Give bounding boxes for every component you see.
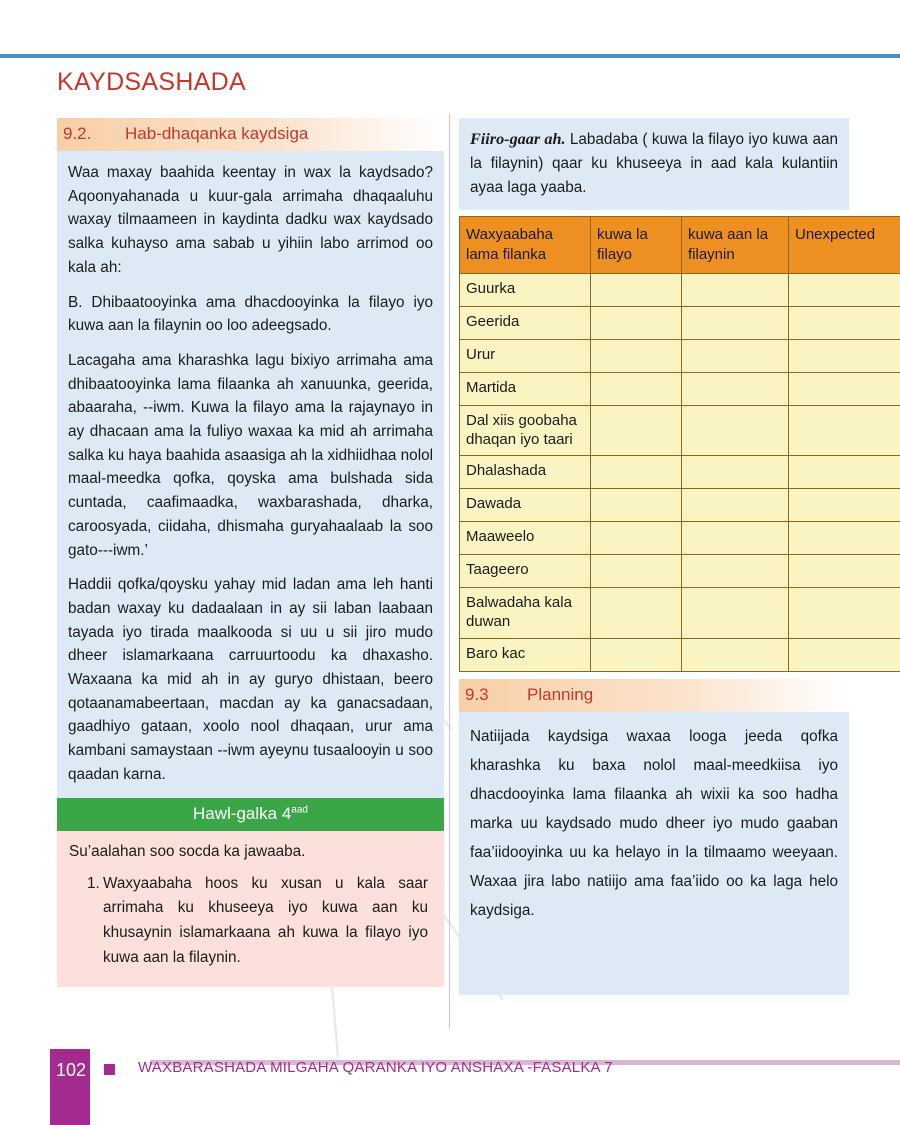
cell-label[interactable]: Dhalashada — [460, 456, 591, 489]
section-title: Hab-dhaqanka kaydsiga — [125, 124, 309, 143]
table-row — [460, 638, 900, 671]
cell-answer[interactable] — [591, 339, 682, 372]
table-row — [460, 555, 900, 588]
cell-answer[interactable] — [682, 405, 789, 455]
section-title: Planning — [527, 684, 594, 704]
activity-banner-label: Hawl-galka 4 — [193, 803, 292, 823]
activity-banner — [57, 798, 444, 831]
table-row — [460, 489, 900, 522]
left-column — [57, 118, 444, 987]
cell-answer[interactable] — [682, 638, 789, 671]
cell-label[interactable]: Balwadaha kala duwan — [460, 588, 591, 638]
table-row — [460, 405, 900, 455]
cell-label[interactable]: Baro kac — [460, 638, 591, 671]
cell-label[interactable]: Guurka — [460, 273, 591, 306]
cell-answer[interactable] — [789, 489, 900, 522]
cell-answer[interactable] — [682, 339, 789, 372]
table-row — [460, 339, 900, 372]
cell-answer[interactable] — [682, 456, 789, 489]
table-row — [460, 372, 900, 405]
cell-label[interactable]: Taageero — [460, 555, 591, 588]
paragraph: Natiijada kaydsiga waxaa looga jeeda qofka kharashka ku baxa nolol maal-meedkiisa iyo dhacdooyinka lama filaanka ah wixii ka soo hadha marka uu kaydsado mudo dheer iyo mudo gaaban faa’iidooyinka uu ka helayo in la tilmaamo weeyaan. Waxaa jira labo natiijo ama faa’iido oo ka laga helo kaydsiga. — [470, 727, 838, 919]
right-column — [459, 118, 876, 995]
table-row — [460, 306, 900, 339]
column-header-expected: kuwa la filayo — [591, 217, 682, 273]
footer-title: WAXBARASHADA MILGAHA QARANKA IYO ANSHAXA -FASALKA 7 — [138, 1059, 613, 1076]
note-text: Labadaba ( kuwa la filayo iyo kuwa aan la filaynin) qaar ku khuseeya in aad kala kulantiin ayaa laga yaaba. — [470, 131, 838, 197]
page-number-badge — [50, 1049, 90, 1125]
cell-answer[interactable] — [789, 306, 900, 339]
section-heading-9-3 — [459, 679, 849, 712]
classification-table — [459, 216, 900, 671]
cell-label[interactable]: Geerida — [460, 306, 591, 339]
cell-answer[interactable] — [789, 456, 900, 489]
cell-answer[interactable] — [789, 522, 900, 555]
column-header-unexpected-en: Unexpected — [789, 217, 900, 273]
cell-label[interactable]: Dal xiis goobaha dhaqan iyo taari — [460, 405, 591, 455]
cell-answer[interactable] — [682, 588, 789, 638]
page-number: 102 — [56, 1060, 87, 1080]
table-body — [460, 273, 900, 671]
cell-label[interactable]: Urur — [460, 339, 591, 372]
note-paragraph — [470, 127, 838, 200]
column-header-items: Waxyaabaha lama filanka — [460, 217, 591, 273]
paragraph: Waa maxay baahida keentay in wax la kaydsado? Aqoonyahanada u kuur-gala arrimaha dhaqaaluhu waxay tilmaameen in kaydinta dadku wax kaydsado salka kuhayso ama sabab u yihiin labo arrimod oo kala ah: — [68, 164, 433, 276]
activity-body — [57, 831, 444, 987]
paragraph: B. Dhibaatooyinka ama dhacdooyinka la filayo iyo kuwa aan la filaynin oo loo adeegsado. — [68, 293, 433, 335]
table-row — [460, 588, 900, 638]
cell-label[interactable]: Dawada — [460, 489, 591, 522]
note-box — [459, 118, 849, 210]
right-body-text — [459, 712, 849, 995]
column-header-unexpected-so: kuwa aan la filaynin — [682, 217, 789, 273]
top-rule — [0, 54, 900, 58]
cell-answer[interactable] — [591, 489, 682, 522]
cell-answer[interactable] — [591, 306, 682, 339]
cell-answer[interactable] — [591, 638, 682, 671]
page-title: KAYDSASHADA — [57, 68, 247, 96]
activity-lead: Su’aalahan soo socda ka jawaaba. — [69, 842, 306, 860]
paragraph: Haddii qofka/qoysku yahay mid ladan ama leh hanti badan waxay ku dadaalaan in ay sii laban laabaan tayada iyo tirada maalkooda si uu u sii jiro mudo dheer islamarkaana carruurtoodu ka dhaxasho. Waxaana ka mid ah in ay guryo dhistaan, beero qotaanamabeertaan, macdan ay ka ganacsadaan, gaadhiyo gataan, xoolo nool dhaqaan, urur ama kambani samaystaan --iwm ayeynu tusaalooyin u soo qaadan karna. — [68, 576, 433, 783]
note-emphasis: Fiiro-gaar ah. — [470, 130, 566, 148]
left-body-text — [57, 151, 444, 798]
section-heading-9-2 — [57, 118, 444, 151]
page-footer — [0, 1046, 900, 1125]
cell-answer[interactable] — [789, 372, 900, 405]
column-divider — [449, 114, 450, 1029]
cell-answer[interactable] — [591, 273, 682, 306]
table-header — [460, 217, 900, 273]
cell-answer[interactable] — [682, 372, 789, 405]
cell-answer[interactable] — [789, 405, 900, 455]
cell-label[interactable]: Maaweelo — [460, 522, 591, 555]
cell-answer[interactable] — [682, 306, 789, 339]
cell-answer[interactable] — [789, 273, 900, 306]
list-marker: 1. — [87, 874, 100, 892]
activity-question-list — [69, 872, 432, 971]
table-row — [460, 522, 900, 555]
cell-answer[interactable] — [591, 372, 682, 405]
cell-answer[interactable] — [682, 273, 789, 306]
table-header-row — [460, 217, 900, 273]
cell-answer[interactable] — [591, 555, 682, 588]
section-number: 9.3 — [465, 684, 489, 704]
list-item — [69, 872, 428, 971]
cell-answer[interactable] — [682, 555, 789, 588]
cell-answer[interactable] — [789, 339, 900, 372]
cell-label[interactable]: Martida — [460, 372, 591, 405]
cell-answer[interactable] — [789, 588, 900, 638]
paragraph: Lacagaha ama kharashka lagu bixiyo arrimaha ama dhibaatooyinka lama filaanka ah xanuunka, geerida, abaaraha, --iwm. Kuwa la filayo ama la rajaynayo in ay dhacaan ama la fuliyo waxaa ka mid ah arrimaha salka ku haya baahida asaasiga ah la xidhiidhaa nolol maal-meedka qofka, qoyska ama bulshada sida cuntada, caafimaadka, waxbarashada, dharka, caroosyada, ciidaha, dhismaha guryahaalaab la soo gato---iwm.’ — [68, 351, 433, 559]
cell-answer[interactable] — [591, 522, 682, 555]
cell-answer[interactable] — [682, 489, 789, 522]
activity-banner-ordinal: aad — [291, 803, 308, 815]
table-row — [460, 273, 900, 306]
cell-answer[interactable] — [591, 405, 682, 455]
table-row — [460, 456, 900, 489]
cell-answer[interactable] — [591, 456, 682, 489]
cell-answer[interactable] — [789, 638, 900, 671]
square-bullet-icon — [104, 1064, 115, 1075]
cell-answer[interactable] — [682, 522, 789, 555]
cell-answer[interactable] — [789, 555, 900, 588]
cell-answer[interactable] — [591, 588, 682, 638]
section-number: 9.2. — [63, 124, 92, 143]
list-item-text: Waxyaabaha hoos ku xusan u kala saar arrimaha ku khuseeya iyo kuwa aan ku khusaynin islamarkaana ah kuwa la filayo iyo kuwa aan la filaynin. — [103, 874, 428, 966]
